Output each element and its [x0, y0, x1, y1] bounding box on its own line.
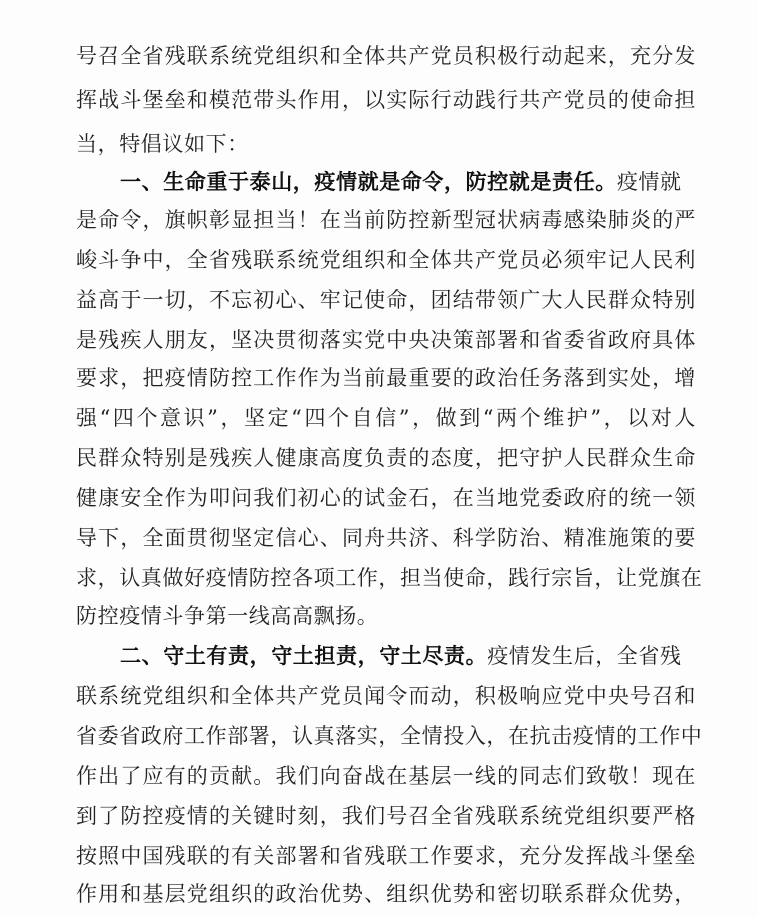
text-line: 按照中国残联的有关部署和省残联工作要求，充分发挥战斗堡垒: [76, 844, 696, 868]
text-line: 作用和基层党组织的政治优势、组织优势和密切联系群众优势，: [76, 882, 696, 906]
section-heading-1: 一、生命重于泰山，疫情就是命令，防控就是责任。: [120, 169, 617, 194]
text-line: 民群众特别是残疾人健康高度负责的态度，把守护人民群众生命: [76, 446, 696, 470]
text-line: 当，特倡议如下：: [76, 132, 249, 156]
text-line: 省委省政府工作部署，认真落实，全情投入，在抗击疫情的工作中: [76, 724, 703, 748]
text-line: 是命令，旗帜彰显担当！在当前防控新型冠状病毒感染肺炎的严: [76, 208, 696, 232]
text-line: 导下，全面贯彻坚定信心、同舟共济、科学防治、精准施策的要: [76, 526, 696, 550]
text-line: 防控疫情斗争第一线高高飘扬。: [76, 604, 379, 628]
text-run: 疫情就: [616, 170, 682, 194]
text-line: 强“四个意识”，坚定“四个自信”，做到“两个维护”，以对人: [76, 406, 696, 430]
text-line: 号召全省残联系统党组织和全体共产党员积极行动起来，充分发: [76, 44, 696, 68]
text-line: 求，认真做好疫情防控各项工作，担当使命，践行宗旨，让党旗在: [76, 566, 703, 590]
text-line: 作出了应有的贡献。我们向奋战在基层一线的同志们致敬！现在: [76, 764, 696, 788]
paragraph-1: [120, 162, 696, 202]
text-line: 到了防控疫情的关键时刻，我们号召全省残联系统党组织要严格: [76, 804, 696, 828]
section-heading-2: 二、守土有责，守土担责，守土尽责。: [120, 643, 488, 668]
text-line: 要求，把疫情防控工作作为当前最重要的政治任务落到实处，增: [76, 366, 696, 390]
text-line: 挥战斗堡垒和模范带头作用，以实际行动践行共产党员的使命担: [76, 88, 696, 112]
paragraph-2: [120, 636, 696, 676]
text-line: 联系统党组织和全体共产党员闻令而动，积极响应党中央号召和: [76, 684, 696, 708]
text-line: 健康安全作为叩问我们初心的试金石，在当地党委政府的统一领: [76, 486, 696, 510]
text-line: 是残疾人朋友，坚决贯彻落实党中央决策部署和省委省政府具体: [76, 328, 696, 352]
text-line: 峻斗争中，全省残联系统党组织和全体共产党员必须牢记人民利: [76, 248, 696, 272]
text-line: 益高于一切，不忘初心、牢记使命，团结带领广大人民群众特别: [76, 288, 696, 312]
text-run: 疫情发生后，全省残: [487, 644, 682, 668]
